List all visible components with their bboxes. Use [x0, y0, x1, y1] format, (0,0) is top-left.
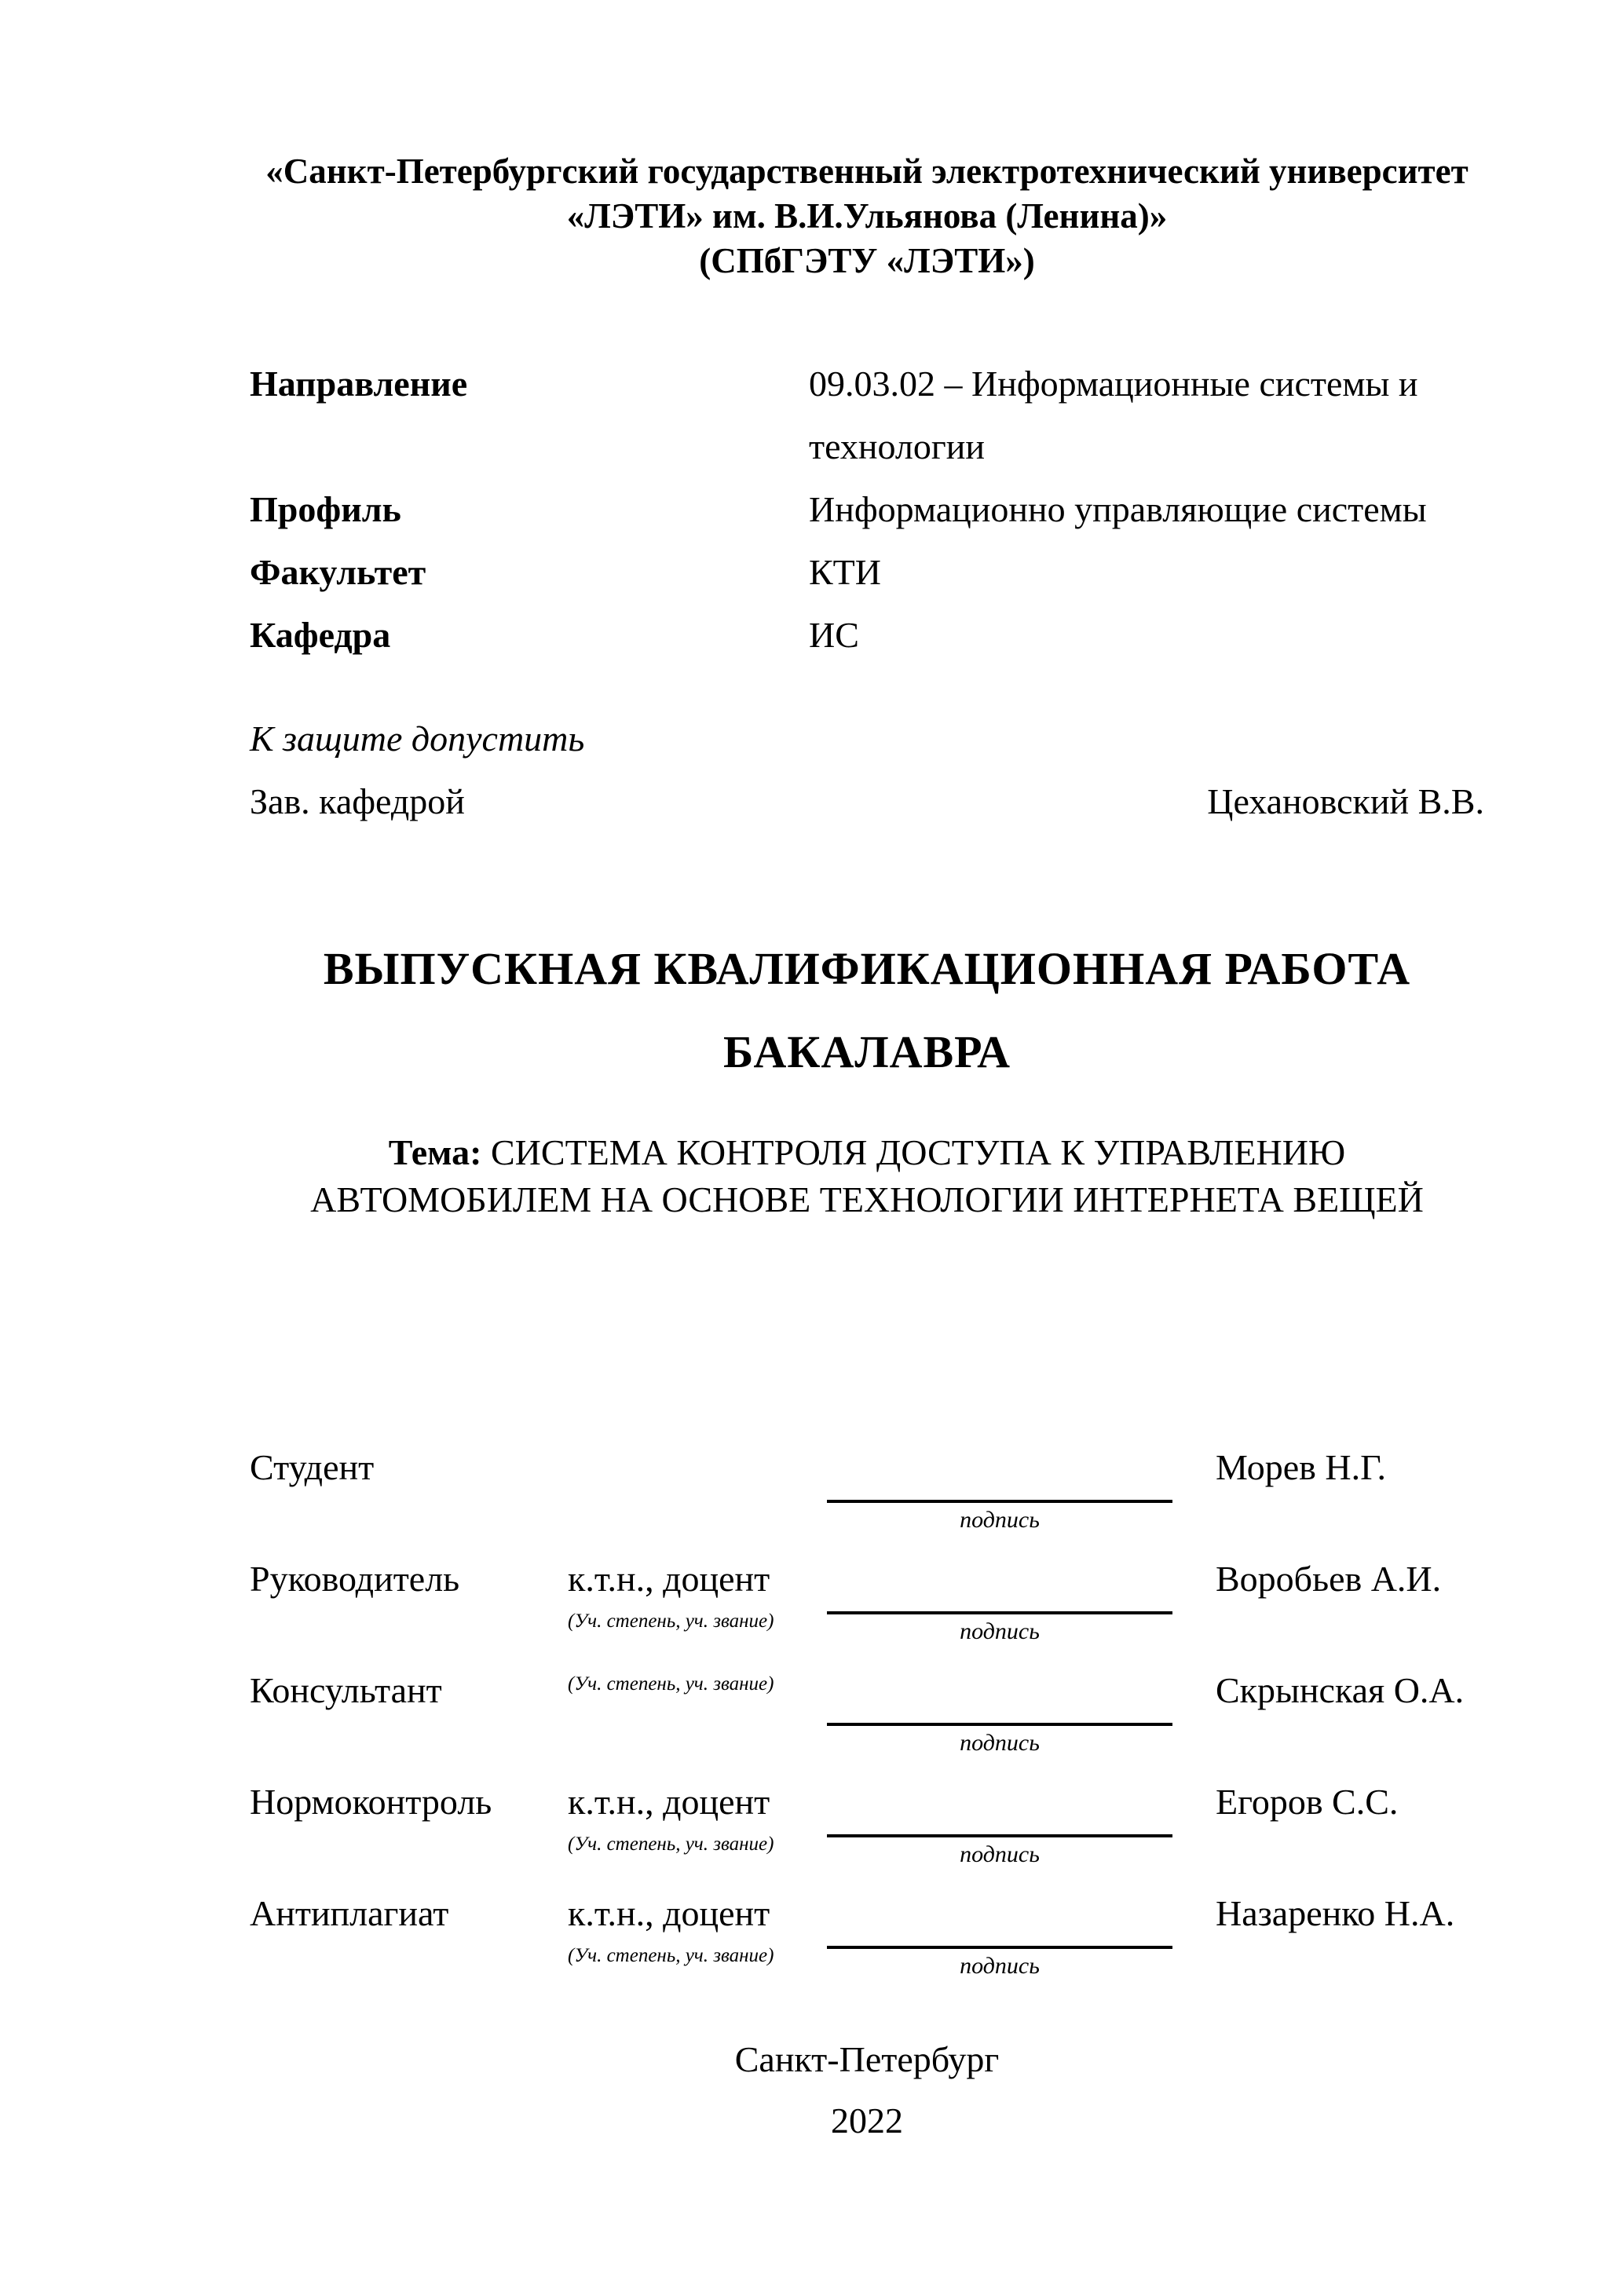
signature-line-cell: [827, 1778, 1172, 1870]
admission-role: Зав. кафедрой: [250, 781, 465, 821]
signature-line-cell: [827, 1889, 1172, 1982]
info-row: [250, 541, 1484, 604]
signature-degree-cell: [568, 1666, 827, 1698]
theme-paragraph: [250, 1129, 1484, 1223]
signature-name: Воробьев А.И.: [1216, 1559, 1442, 1599]
degree-caption: (Уч. степень, уч. звание): [568, 1610, 774, 1632]
signature-line-caption: подпись: [960, 1618, 1040, 1644]
degree-caption: (Уч. степень, уч. звание): [568, 1834, 774, 1855]
theme-label: Тема:: [388, 1132, 482, 1172]
admission-note: К защите допустить: [250, 718, 585, 759]
info-value: 09.03.02 – Информационные системы и технологии: [809, 364, 1418, 466]
signature-degree-cell: [568, 1778, 827, 1858]
degree-caption: (Уч. степень, уч. звание): [568, 1945, 774, 1966]
signature-row: [250, 1443, 1484, 1536]
info-label: Факультет: [250, 552, 426, 592]
signature-row: [250, 1889, 1484, 1982]
signature-line-caption: подпись: [960, 1953, 1040, 1979]
signature-name: Назаренко Н.А.: [1216, 1893, 1455, 1933]
info-value: ИС: [809, 615, 859, 655]
admission-name: Цехановский В.В.: [1207, 781, 1484, 821]
signature-role: Руководитель: [250, 1559, 460, 1599]
signature-degree-cell: [568, 1889, 827, 1969]
signature-degree: к.т.н., доцент: [568, 1782, 770, 1822]
signature-line-cell: [827, 1666, 1172, 1759]
signature-role: Нормоконтроль: [250, 1782, 492, 1822]
signature-role: Антиплагиат: [250, 1893, 449, 1933]
university-header: [250, 149, 1484, 283]
signature-line: [827, 1443, 1172, 1503]
signature-degree-cell: [568, 1555, 827, 1635]
work-title: [250, 927, 1484, 1094]
signature-row: [250, 1778, 1484, 1870]
info-label: Направление: [250, 364, 468, 404]
info-label: Профиль: [250, 489, 401, 529]
signature-name: Морев Н.Г.: [1216, 1447, 1387, 1487]
info-row: [250, 604, 1484, 667]
university-header-line: (СПбГЭТУ «ЛЭТИ»): [699, 241, 1035, 280]
signature-line: [827, 1555, 1172, 1614]
university-header-line: «ЛЭТИ» им. В.И.Ульянова (Ленина)»: [566, 196, 1168, 236]
program-info: [250, 353, 1484, 667]
footer-city: Санкт-Петербург: [734, 2039, 1000, 2079]
signature-block: [250, 1443, 1484, 1982]
info-row: [250, 478, 1484, 541]
info-value: Информационно управляющие системы: [809, 489, 1427, 529]
signature-row: [250, 1666, 1484, 1759]
signature-line: [827, 1889, 1172, 1949]
info-value: КТИ: [809, 552, 881, 592]
page-footer: [250, 2029, 1484, 2152]
footer-year: 2022: [831, 2100, 903, 2141]
signature-row: [250, 1555, 1484, 1647]
signature-name: Егоров С.С.: [1216, 1782, 1399, 1822]
signature-name: Скрынская О.А.: [1216, 1670, 1465, 1710]
signature-role: Студент: [250, 1447, 375, 1487]
info-label: Кафедра: [250, 615, 391, 655]
work-title-line: БАКАЛАВРА: [722, 1026, 1011, 1077]
signature-line-caption: подпись: [960, 1507, 1040, 1533]
signature-degree-cell: [568, 1443, 827, 1448]
admission-row: [250, 770, 1484, 833]
signature-line-caption: подпись: [960, 1730, 1040, 1756]
signature-line-caption: подпись: [960, 1841, 1040, 1867]
theme-text: СИСТЕМА КОНТРОЛЯ ДОСТУПА К УПРАВЛЕНИЮ АВТОМОБИЛЕМ НА ОСНОВЕ ТЕХНОЛОГИИ ИНТЕРНЕТА ВЕЩЕЙ: [310, 1132, 1424, 1219]
info-row: [250, 353, 1484, 478]
signature-degree: к.т.н., доцент: [568, 1893, 770, 1933]
signature-line-cell: [827, 1555, 1172, 1647]
signature-role: Консультант: [250, 1670, 442, 1710]
university-header-line: «Санкт-Петербургский государственный электротехнический университет: [265, 152, 1469, 191]
admission-section: [250, 707, 1484, 833]
work-title-line: ВЫПУСКНАЯ КВАЛИФИКАЦИОННАЯ РАБОТА: [323, 943, 1411, 994]
signature-line: [827, 1666, 1172, 1726]
signature-line: [827, 1778, 1172, 1837]
signature-degree: к.т.н., доцент: [568, 1559, 770, 1599]
signature-line-cell: [827, 1443, 1172, 1536]
degree-caption: (Уч. степень, уч. звание): [568, 1673, 774, 1695]
